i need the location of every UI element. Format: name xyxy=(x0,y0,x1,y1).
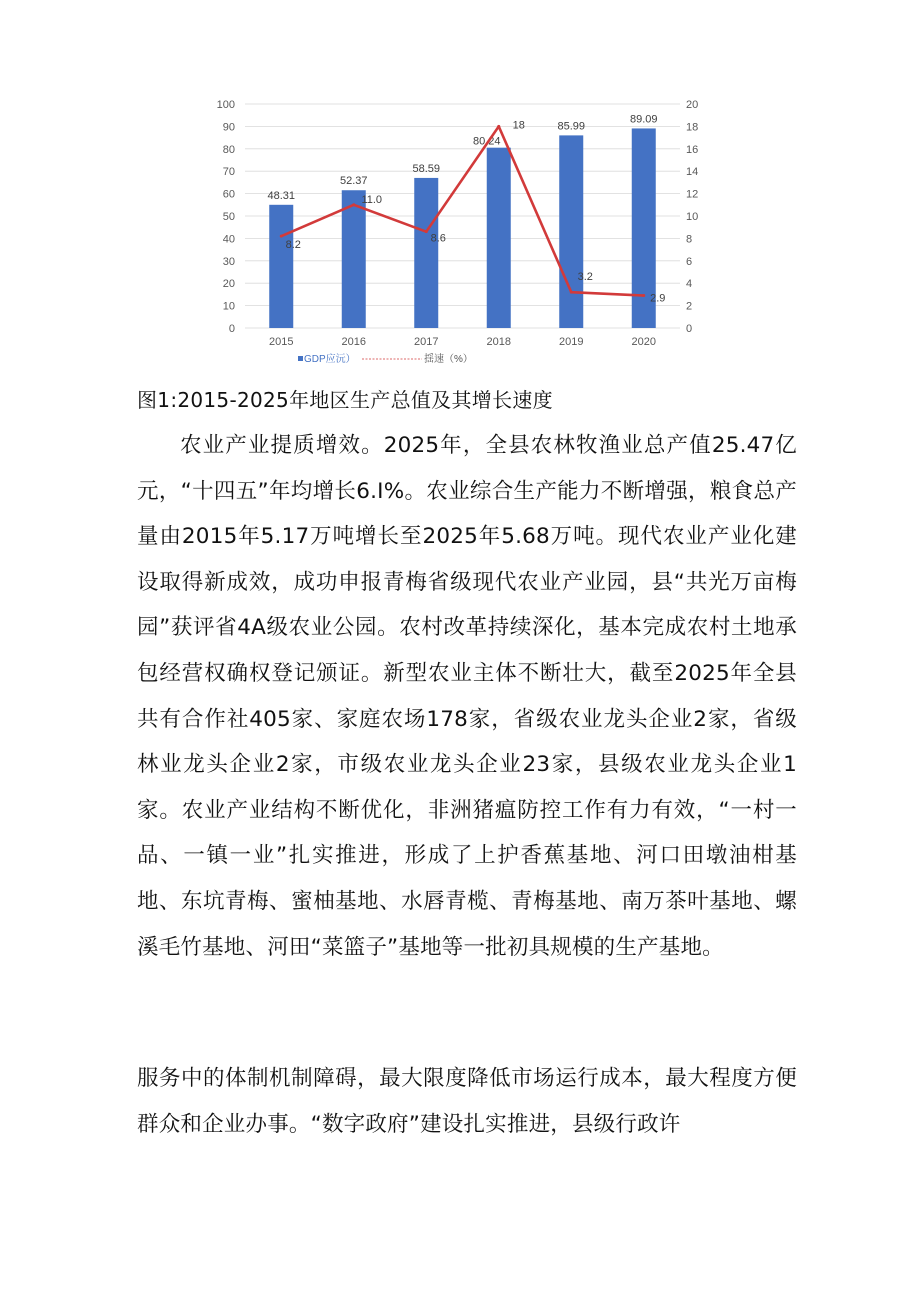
left-tick-label: 30 xyxy=(222,255,235,268)
x-tick-label: 2016 xyxy=(341,336,366,348)
gdp-data-label: 80.24 xyxy=(472,135,501,148)
right-tick-label: 20 xyxy=(686,99,699,111)
growth-data-label: 2.9 xyxy=(650,292,666,305)
x-tick-label: 2018 xyxy=(486,336,511,348)
growth-data-label: 11.0 xyxy=(361,193,383,206)
gdp-bar xyxy=(487,148,511,328)
growth-data-label: 18 xyxy=(512,119,525,132)
growth-point xyxy=(497,125,500,128)
x-axis-ticks xyxy=(269,336,656,348)
right-tick-label: 0 xyxy=(686,323,693,335)
x-tick-label: 2017 xyxy=(414,336,439,348)
gdp-bar xyxy=(342,190,366,328)
left-tick-label: 80 xyxy=(222,143,235,156)
legend-label-gdp: GDP应沅） xyxy=(304,354,356,365)
gdp-data-label: 89.09 xyxy=(629,113,658,126)
left-axis-ticks xyxy=(217,99,235,335)
gdp-growth-chart xyxy=(200,92,720,382)
right-tick-label: 4 xyxy=(686,278,693,291)
growth-point xyxy=(425,230,428,233)
left-tick-label: 50 xyxy=(222,211,235,223)
chart-legend xyxy=(298,352,473,365)
growth-point xyxy=(570,291,573,294)
gdp-bars xyxy=(269,128,656,328)
growth-line xyxy=(281,126,644,295)
left-tick-label: 70 xyxy=(222,166,235,179)
right-axis-ticks xyxy=(686,99,698,335)
right-tick-label: 8 xyxy=(686,233,693,246)
figure-caption: 图1:2015-2025年地区生产总值及其增长速度 xyxy=(137,388,553,412)
right-tick-label: 14 xyxy=(686,166,699,179)
left-tick-label: 60 xyxy=(222,188,235,201)
growth-point xyxy=(642,294,645,297)
growth-data-label: 8.2 xyxy=(285,239,301,252)
gdp-bar xyxy=(559,135,583,328)
gdp-bar xyxy=(414,178,438,328)
left-tick-label: 10 xyxy=(222,300,235,313)
growth-data-label: 3.2 xyxy=(577,271,593,284)
x-tick-label: 2019 xyxy=(559,336,584,348)
x-tick-label: 2015 xyxy=(269,336,294,348)
legend-label-growth: 揺速（%） xyxy=(424,354,473,365)
left-tick-label: 40 xyxy=(222,233,235,246)
growth-data-label: 8.6 xyxy=(430,232,446,245)
right-tick-label: 2 xyxy=(686,300,693,313)
right-tick-label: 6 xyxy=(686,255,693,268)
right-tick-label: 18 xyxy=(686,121,699,134)
x-tick-label: 2020 xyxy=(631,336,656,348)
left-tick-label: 90 xyxy=(222,121,235,134)
paragraph-services: 服务中的体制机制障碍，最大限度降低市场运行成本，最大程度方便群众和企业办事。“数字政府”建设扎实推进，县级行政许 xyxy=(137,1066,797,1137)
gdp-data-label: 48.31 xyxy=(267,189,296,202)
paragraph-agriculture: 农业产业提质增效。2025年，全县农林牧渔业总产值25.47亿元，“十四五”年均增长6.I%。农业综合生产能力不断增强，粮食总产量由2015年5.17万吨增长至2025年5.68万吨。现代农业产业化建设取得新成效，成功申报青梅省级现代农业产业园，县“共光万亩梅园”获评省4A级农业公园。农村改革持续深化，基本完成农村土地承包经营权确权登记颁证。新型农业主体不断壮大，截至2025年全县共有合作社405家、家庭农场178家，省级农业龙头企业2家，省级林业龙头企业2家，市级农业龙头企业23家，县级农业龙头企业1家。农业产业结构不断优化，非洲猪瘟防控工作有力有效，“一村一品、一镇一业”扎实推进，形成了上护香蕉基地、河口田墩油柑基地、东坑青梅、蜜柚基地、水唇青榄、青梅基地、南万茶叶基地、螺溪毛竹基地、河田“菜篮子”基地等一批初具规模的生产基地。 xyxy=(137,433,797,960)
left-tick-label: 100 xyxy=(216,99,235,111)
gdp-bar xyxy=(269,205,293,328)
right-tick-label: 16 xyxy=(686,143,699,156)
growth-point xyxy=(352,203,355,206)
gdp-data-label: 52.37 xyxy=(339,175,368,188)
gdp-data-label: 58.59 xyxy=(412,162,441,175)
right-tick-label: 12 xyxy=(686,188,699,201)
left-tick-label: 0 xyxy=(228,323,235,335)
legend-swatch-gdp xyxy=(298,356,303,361)
right-tick-label: 10 xyxy=(686,211,699,223)
growth-point xyxy=(280,235,283,238)
left-tick-label: 20 xyxy=(222,278,235,291)
gdp-data-label: 85.99 xyxy=(557,120,586,133)
